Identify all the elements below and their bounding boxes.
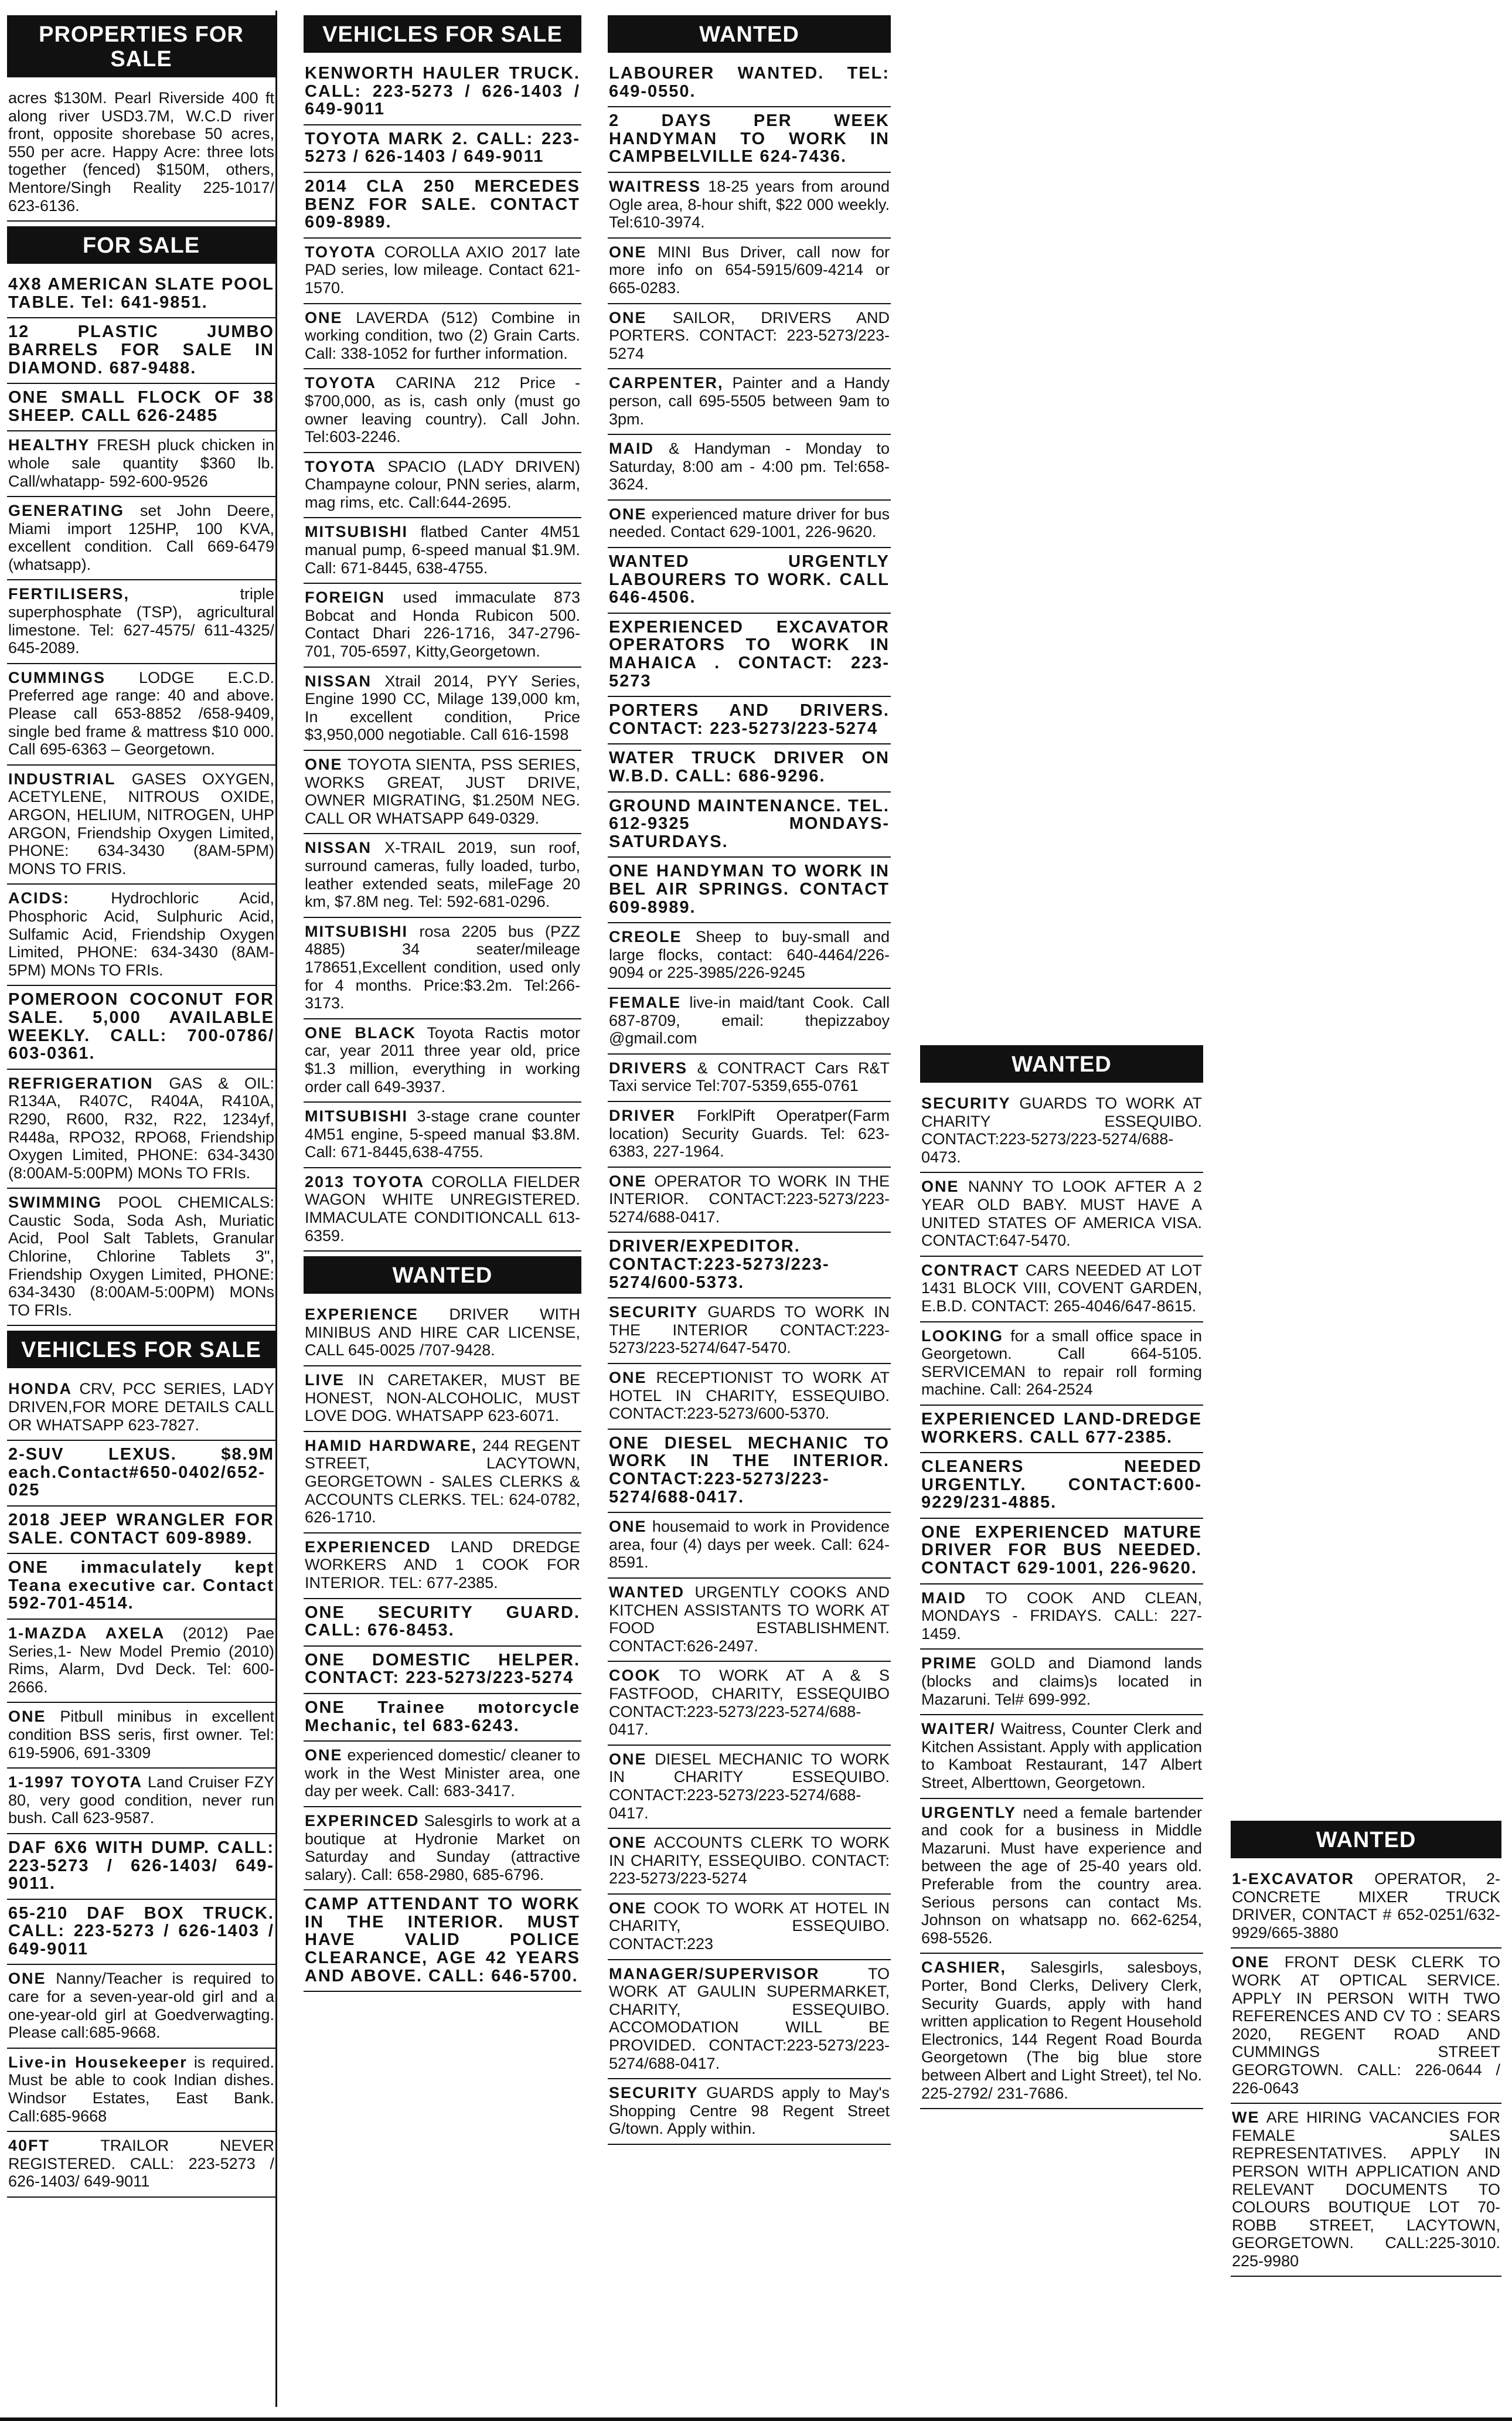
ad-lead: LIVE: [305, 1371, 345, 1389]
classified-ad: [7, 2132, 275, 2198]
classified-ad: [920, 1322, 1203, 1406]
classified-ad: [608, 744, 891, 792]
ad-body: & Handyman - Monday to Saturday, 8:00 am - 4:00 pm. Tel:658-3624.: [609, 440, 890, 494]
ad-lead: URGENTLY: [921, 1803, 1017, 1821]
ad-body: LAVERDA (512) Combine in working condition, two (2) Grain Carts. Call: 338-1052 for further information.: [305, 308, 580, 362]
ad-body: SAILOR, DRIVERS AND PORTERS. CONTACT: 223-5273/223-5274: [609, 308, 890, 362]
ad-lead: ONE SMALL FLOCK OF 38 SHEEP. CALL 626-2485: [8, 388, 274, 425]
ad-body: Salesgirls to work at a boutique at Hydronie Market on Saturday and Sunday (attractive salary). Call: 658-2980, 685-6796.: [305, 1811, 580, 1883]
ad-lead: EXPERIENCE: [305, 1305, 419, 1324]
ad-lead: 4X8 AMERICAN SLATE POOL TABLE. Tel: 641-9851.: [8, 275, 274, 312]
column-2: [304, 11, 581, 2407]
column-4: [920, 1041, 1203, 2407]
ad-lead: WATER TRUCK DRIVER ON W.B.D. CALL: 686-9296.: [609, 749, 890, 786]
classified-ad: [304, 1742, 581, 1807]
ad-lead: ONE: [305, 1746, 343, 1764]
ad-lead: ONE SECURITY GUARD. CALL: 676-8453.: [305, 1603, 580, 1640]
ad-lead: SWIMMING: [8, 1194, 102, 1212]
ad-lead: 65-210 DAF BOX TRUCK. CALL: 223-5273 / 626-1403 / 649-9011: [8, 1903, 274, 1958]
ad-lead: MITSUBISHI: [305, 922, 408, 940]
classified-ad: [608, 107, 891, 173]
classified-ad: [608, 697, 891, 744]
ad-lead: CLEANERS NEEDED URGENTLY. CONTACT:600-9229/231-4885.: [921, 1457, 1202, 1512]
classified-ad: [304, 1647, 581, 1694]
ad-body: housemaid to work in Providence area, four (4) days per week. Call: 624-8591.: [609, 1518, 890, 1572]
ad-body: GUARDS TO WORK AT CHARITY ESSEQUIBO. CONTACT:223-5273/223-5274/688-0473.: [921, 1094, 1202, 1166]
ad-body: 3-stage crane counter 4M51 engine, 5-speed manual $3.8M. Call: 671-8445,638-4755.: [305, 1107, 580, 1161]
ad-body: GUARDS TO WORK IN THE INTERIOR CONTACT:223-5273/223-5274/647-5470.: [609, 1303, 890, 1357]
classified-ad: [7, 1769, 275, 1834]
ad-body: used immaculate 873 Bobcat and Honda Rubicon 500. Contact Dhari 226-1716, 347-2796-701, 705-6597, Kitty,Georgetown.: [305, 589, 580, 661]
classified-ad: [920, 1090, 1203, 1173]
ad-body: GOLD and Diamond lands (blocks and claims)s located in Mazaruni. Tel# 699-992.: [921, 1654, 1202, 1708]
classified-ad: [304, 125, 581, 173]
ad-lead: WE: [1232, 2109, 1260, 2127]
classified-ad: [7, 664, 275, 766]
ad-body: 244 REGENT STREET, LACYTOWN, GEORGETOWN - SALES CLERKS & ACCOUNTS CLERKS. TEL: 624-0782, 626-1710.: [305, 1436, 580, 1526]
ad-body: IN CARETAKER, MUST BE HONEST, NON-ALCOHOLIC, MUST LOVE DOG. WHATSAPP 623-6071.: [305, 1371, 580, 1425]
classified-ad: [304, 1019, 581, 1103]
ad-body: Xtrail 2014, PYY Series, Engine 1990 CC, Milage 139,000 km, In excellent condition, Price $3,950,000 negotiable. Call 616-1598: [305, 672, 580, 744]
ad-lead: MANAGER/SUPERVISOR: [609, 1964, 820, 1983]
classified-ad: [7, 766, 275, 885]
classified-ad: [7, 1703, 275, 1769]
column-3: [608, 11, 891, 2407]
ad-lead: WANTED: [609, 1583, 685, 1601]
ad-body: Nanny/Teacher is required to care for a seven-year-old girl and a one-year-old girl at Goedverwagting. Please call:685-9668.: [8, 1970, 274, 2042]
ad-body: need a female bartender and cook for a business in Middle Mazaruni. Must have experience and between the age of 25-40 years old. Preferable from the country area. Serious persons can contact Ms. Johnson on whatsapp no. 662-6254, 698-5526.: [921, 1803, 1202, 1947]
ad-lead: ONE: [305, 756, 343, 773]
ad-lead: WAITRESS: [609, 177, 701, 195]
classified-ad: [608, 304, 891, 370]
classified-ad: [304, 834, 581, 917]
classified-ad: [608, 1364, 891, 1430]
ad-lead: DRIVER: [609, 1106, 676, 1124]
ad-lead: ONE DOMESTIC HELPER. CONTACT: 223-5273/223-5274: [305, 1650, 580, 1688]
classified-ad: [920, 1715, 1203, 1798]
classified-ad: [608, 1055, 891, 1102]
ad-lead: TOYOTA: [305, 243, 377, 261]
ad-lead: ONE: [609, 1899, 647, 1917]
ad-lead: CONTRACT: [921, 1261, 1020, 1279]
ad-lead: 2014 CLA 250 MERCEDES BENZ FOR SALE. CONTACT 609-8989.: [305, 176, 580, 232]
ad-lead: LOOKING: [921, 1327, 1003, 1345]
ad-lead: ONE: [609, 1518, 647, 1536]
ad-body: NANNY TO LOOK AFTER A 2 YEAR OLD BABY. MUST HAVE A UNITED STATES OF AMERICA VISA. CONTACT:647-5470.: [921, 1178, 1202, 1250]
classified-ad: [608, 1298, 891, 1364]
classified-ad: [608, 1579, 891, 1662]
ad-lead: ONE: [609, 1369, 647, 1387]
ad-body: TOYOTA SIENTA, PSS SERIES, WORKS GREAT, JUST DRIVE, OWNER MIGRATING, $1.250M NEG. CALL OR WHATSAPP 649-0329.: [305, 756, 581, 827]
ad-body: GASES OXYGEN, ACETYLENE, NITROUS OXIDE, ARGON, HELIUM, NITROGEN, UHP ARGON, Friendship Oxygen Limited, PHONE: 634-3430 (8AM-5PM) MONS TO FRIS.: [8, 770, 274, 878]
classified-ad: [304, 369, 581, 453]
classified-ad: [304, 453, 581, 519]
ad-lead: 1-EXCAVATOR: [1232, 1870, 1355, 1888]
ad-lead: EXPERIENCED EXCAVATOR OPERATORS TO WORK IN MAHAICA . CONTACT: 223-5273: [609, 617, 890, 691]
classified-ad: [7, 986, 275, 1069]
ad-lead: SECURITY: [609, 1303, 699, 1321]
ad-body: POOL CHEMICALS: Caustic Soda, Soda Ash, Muriatic Acid, Pool Salt Tablets, Granular Chlorine, Chlorine Tablets 3", Friendship Oxygen Limited, PHONE: 634-3430 (8:00AM-5:00PM) MONs TO FRIs.: [8, 1194, 274, 1319]
classified-ad: [7, 1900, 275, 1966]
ad-lead: LABOURER WANTED. TEL: 649-0550.: [609, 64, 890, 101]
ad-body: Hydrochloric Acid, Phosphoric Acid, Sulphuric Acid, Sulfamic Acid, Friendship Oxygen Limited, PHONE: 634-3430 (8AM-5PM) MONs TO FRIs.: [8, 889, 274, 979]
classified-ad: [304, 1599, 581, 1647]
section-header: WANTED: [920, 1045, 1203, 1083]
ad-lead: 2018 JEEP WRANGLER FOR SALE. CONTACT 609-8989.: [8, 1511, 274, 1548]
ad-lead: TOYOTA MARK 2. CALL: 223-5273 / 626-1403 / 649-9011: [305, 129, 580, 166]
classified-ad: [304, 173, 581, 239]
classified-ad: [920, 1406, 1203, 1453]
classified-ad: [920, 1799, 1203, 1954]
ad-body: Sheep to buy-small and large flocks, contact: 640-4464/226-9094 or 225-3985/226-9245: [609, 928, 890, 982]
ad-lead: MITSUBISHI: [305, 1107, 408, 1126]
classified-ad: [608, 173, 891, 239]
ad-body: TO WORK AT A & S FASTFOOD, CHARITY, ESSEQUIBO CONTACT:223-5273/223-5274/688-0417.: [609, 1667, 890, 1739]
ad-lead: FEMALE: [609, 993, 681, 1011]
classified-ad: [7, 1507, 275, 1554]
classified-ad: [7, 580, 275, 664]
ad-body: live-in maid/tant Cook. Call 687-8709, email: thepizzaboy @gmail.com: [609, 993, 890, 1048]
classified-ad: [7, 84, 275, 222]
ad-body: experienced mature driver for bus needed. Contact 629-1001, 226-9620.: [609, 505, 890, 541]
ad-lead: EXPERIENCED LAND-DREDGE WORKERS. CALL 677-2385.: [921, 1409, 1202, 1447]
ad-lead: Live-in Housekeeper: [8, 2053, 188, 2071]
classified-ad: [608, 1895, 891, 1960]
classified-ad: [7, 1189, 275, 1326]
classified-ad: [304, 1533, 581, 1599]
ad-body: DRIVER WITH MINIBUS AND HIRE CAR LICENSE, CALL 645-0025 /707-9428.: [305, 1305, 580, 1359]
classified-ad: [608, 1233, 891, 1298]
classified-ad: [920, 1519, 1203, 1584]
ad-lead: MITSUBISHI: [305, 523, 408, 541]
classified-ad: [7, 2049, 275, 2132]
classified-ad: [304, 1168, 581, 1252]
classified-ad: [7, 1070, 275, 1189]
classified-ad: [920, 1584, 1203, 1650]
ad-lead: 2 DAYS PER WEEK HANDYMAN TO WORK IN CAMPBELVILLE 624-7436.: [609, 111, 890, 166]
ad-body: Toyota Ractis motor car, year 2011 three year old, price $1.3 million, everything in working order call 649-3937.: [305, 1024, 581, 1096]
ad-body: & CONTRACT Cars R&T Taxi service Tel:707-5359,655-0761: [609, 1059, 890, 1095]
classified-ad: [304, 1432, 581, 1533]
classified-ad: [608, 2079, 891, 2145]
ad-body: Salesgirls, salesboys, Porter, Bond Clerks, Delivery Clerk, Security Guards, apply with hand written application to Regent Household Electronics, 144 Regent Road Bourda Georgetown (The big blue store between Albert and Light Street), tel No. 225-2792/ 231-7686.: [921, 1958, 1202, 2102]
classified-ad: [304, 751, 581, 834]
ad-body: Painter and a Handy person, call 695-5505 between 9am to 3pm.: [609, 374, 890, 428]
classified-ad: [7, 318, 275, 384]
ad-body: GAS & OIL: R134A, R407C, R404A, R410A, R290, R600, R32, R22, 1234yf, R448a, RPO32, RPO68, Friendship Oxygen Limited, PHONE: 634-3430 (8:00AM-5:00PM) MONs TO FRIs.: [8, 1074, 274, 1182]
section-header: VEHICLES FOR SALE: [7, 1331, 275, 1368]
classified-ad: [7, 497, 275, 580]
ad-lead: CREOLE: [609, 928, 682, 946]
ad-lead: WANTED URGENTLY LABOURERS TO WORK. CALL 646-4506.: [609, 552, 890, 607]
ad-body: COOK TO WORK AT HOTEL IN CHARITY, ESSEQUIBO. CONTACT:223: [609, 1899, 890, 1953]
classified-ad: [608, 239, 891, 304]
ad-body: MINI Bus Driver, call now for more info on 654-5915/609-4214 or 665-0283.: [609, 243, 890, 297]
classified-ad: [1231, 2104, 1501, 2277]
column-1: [7, 11, 277, 2407]
classified-ad: [608, 1960, 891, 2080]
classified-ad: [304, 1301, 581, 1366]
ad-lead: CARPENTER,: [609, 374, 724, 392]
ad-body: FRESH pluck chicken in whole sale quantity $360 lb. Call/whatapp- 592-600-9526: [8, 436, 274, 490]
ad-body: TO COOK AND CLEAN, MONDAYS - FRIDAYS. CALL: 227-1459.: [921, 1589, 1202, 1643]
ad-lead: TOYOTA: [305, 374, 377, 392]
classified-ad: [608, 989, 891, 1055]
ad-body: RECEPTIONIST TO WORK AT HOTEL IN CHARITY, ESSEQUIBO. CONTACT:223-5273/600-5370.: [609, 1369, 890, 1423]
ad-lead: ONE: [609, 308, 647, 327]
ad-lead: ONE: [609, 1750, 647, 1768]
classified-ad: [1231, 1865, 1501, 1949]
ad-body: CARS NEEDED AT LOT 1431 BLOCK VIII, COVENT GARDEN, E.B.D. CONTACT: 265-4046/647-8615.: [921, 1261, 1202, 1315]
section-header: VEHICLES FOR SALE: [304, 15, 581, 53]
ad-lead: 1-1997 TOYOTA: [8, 1773, 143, 1791]
ad-lead: PORTERS AND DRIVERS. CONTACT: 223-5273/223-5274: [609, 701, 890, 738]
ad-lead: CAMP ATTENDANT TO WORK IN THE INTERIOR. MUST HAVE VALID POLICE CLEARANCE, AGE 42 YEARS AND ABOVE. CALL: 646-5700.: [305, 1895, 580, 1985]
classified-ad: [304, 668, 581, 751]
page-bottom-rule: [0, 2417, 1512, 2421]
classified-ad: [304, 518, 581, 584]
ad-lead: EXPERIENCED: [305, 1538, 431, 1556]
classified-ad: [608, 858, 891, 923]
section-header: PROPERTIES FOR SALE: [7, 15, 275, 77]
classified-ad: [7, 885, 275, 986]
ad-lead: KENWORTH HAULER TRUCK. CALL: 223-5273 / 626-1403 / 649-9011: [305, 64, 580, 119]
classified-ad: [304, 1103, 581, 1168]
ad-body: URGENTLY COOKS AND KITCHEN ASSISTANTS TO WORK AT FOOD ESTABLISHMENT. CONTACT:626-2497.: [609, 1583, 890, 1655]
ad-lead: ONE: [609, 1834, 647, 1852]
ad-body: ForklPift Operatper(Farm location) Security Guards. Tel: 623-6383, 227-1964.: [609, 1106, 890, 1161]
classified-ad: [304, 304, 581, 370]
ad-lead: INDUSTRIAL: [8, 770, 116, 788]
ad-lead: ACIDS:: [8, 889, 70, 907]
ad-lead: HAMID HARDWARE,: [305, 1436, 478, 1454]
ad-lead: ONE BLACK: [305, 1024, 416, 1042]
ad-lead: HONDA: [8, 1380, 72, 1398]
classified-ad: [920, 1257, 1203, 1322]
classified-ad: [304, 239, 581, 304]
ad-lead: 12 PLASTIC JUMBO BARRELS FOR SALE IN DIAMOND. 687-9488.: [8, 322, 274, 378]
classified-ad: [608, 548, 891, 614]
ad-body: SPACIO (LADY DRIVEN) Champayne colour, PNN series, alarm, mag rims, etc. Call:644-2695.: [305, 457, 580, 511]
classified-ad: [608, 1662, 891, 1745]
ad-lead: MAID: [921, 1589, 966, 1607]
ad-lead: ONE: [8, 1970, 46, 1988]
ad-lead: MAID: [609, 440, 654, 458]
ad-lead: CUMMINGS: [8, 668, 105, 686]
ad-body: COROLLA AXIO 2017 late PAD series, low mileage. Contact 621-1570.: [305, 243, 580, 297]
ad-lead: GROUND MAINTENANCE. TEL. 612-9325 MONDAYS-SATURDAYS.: [609, 796, 890, 851]
ad-lead: ONE: [8, 1708, 46, 1726]
classified-ad: [7, 1965, 275, 2048]
ad-lead: FERTILISERS,: [8, 585, 130, 603]
classified-ad: [608, 614, 891, 697]
ad-lead: CASHIER,: [921, 1958, 1007, 1977]
classified-ad: [920, 1650, 1203, 1715]
classified-ad: [304, 1694, 581, 1742]
classified-ad: [1231, 1949, 1501, 2104]
classified-ad: [304, 60, 581, 125]
classified-ad: [608, 1513, 891, 1579]
ad-body: experienced domestic/ cleaner to work in the West Minister area, one day per week. Call: 683-3417.: [305, 1746, 580, 1800]
ad-body: rosa 2205 bus (PZZ 4885) 34 seater/mileage 178651,Excellent condition, used only for 4 months. Price:$3.2m. Tel:266-3173.: [305, 922, 580, 1012]
ad-body: LODGE E.C.D. Preferred age range: 40 and above. Please call 653-8852 /658-9409, single bed frame & mattress $10 000. Call 695-6363 – Georgetown.: [8, 668, 274, 759]
section-header: WANTED: [608, 15, 891, 53]
classified-ad: [608, 793, 891, 858]
classified-ad: [608, 1168, 891, 1233]
classified-ad: [304, 918, 581, 1019]
classified-ad: [608, 1430, 891, 1513]
section-header: WANTED: [1231, 1821, 1501, 1858]
ad-lead: ONE EXPERIENCED MATURE DRIVER FOR BUS NEEDED. CONTACT 629-1001, 226-9620.: [921, 1522, 1202, 1578]
ad-body: FRONT DESK CLERK TO WORK AT OPTICAL SERVICE. APPLY IN PERSON WITH TWO REFERENCES AND CV TO : SEARS 2020, REGENT ROAD AND CUMMINGS STREET GEORGTOWN. CALL: 226-0644 / 226-0643: [1232, 1953, 1500, 2097]
ad-body: Pitbull minibus in excellent condition BSS seris, first owner. Tel: 619-5906, 691-3309: [8, 1708, 274, 1762]
classified-ad: [304, 1890, 581, 1992]
classified-ad: [920, 1453, 1203, 1519]
classified-ad: [7, 1620, 275, 1703]
section-header: FOR SALE: [7, 226, 275, 264]
classified-ad: [608, 1746, 891, 1829]
ad-body: set John Deere, Miami import 125HP, 100 KVA, excellent condition. Call 669-6479 (whatsapp).: [8, 502, 274, 573]
ad-lead: NISSAN: [305, 839, 372, 857]
ad-lead: SECURITY: [609, 2084, 699, 2102]
ad-lead: 1-MAZDA AXELA: [8, 1624, 165, 1642]
column-5: [1231, 1816, 1501, 2407]
ad-lead: SECURITY: [921, 1094, 1011, 1112]
ad-lead: ONE immaculately kept Teana executive car. Contact 592-701-4514.: [8, 1558, 274, 1613]
ad-lead: ONE: [609, 243, 647, 261]
ad-lead: ONE: [1232, 1953, 1270, 1971]
ad-body: ACCOUNTS CLERK TO WORK IN CHARITY, ESSEQUIBO. CONTACT: 223-5273/223-5274: [609, 1834, 890, 1888]
ad-lead: ONE: [305, 308, 343, 327]
classified-ad: [7, 1554, 275, 1620]
ad-body: COROLLA FIELDER WAGON WHITE UNREGISTERED. IMMACULATE CONDITIONCALL 613-6359.: [305, 1172, 580, 1244]
ad-lead: ONE: [609, 505, 647, 523]
classified-ad: [608, 501, 891, 548]
classified-ad: [608, 435, 891, 501]
ad-body: for a small office space in Georgetown. Call 664-5105. SERVICEMAN to repair roll forming machine. Call: 264-2524: [921, 1327, 1202, 1399]
classified-ad: [7, 431, 275, 497]
classified-ad: [608, 369, 891, 435]
ad-lead: TOYOTA: [305, 457, 377, 475]
ad-body: acres $130M. Pearl Riverside 400 ft along river USD3.7M, W.C.D river front, opposite shorebase 50 acres, 550 per acre. Happy Acre: three lots together (fenced) $150M, others, Mentore/Singh Reality 225-1017/ 623-6136.: [8, 89, 274, 215]
ad-lead: ONE DIESEL MECHANIC TO WORK IN THE INTERIOR. CONTACT:223-5273/223-5274/688-0417.: [609, 1433, 890, 1507]
ad-lead: NISSAN: [305, 672, 372, 690]
ad-body: triple superphosphate (TSP), agricultural limestone. Tel: 627-4575/ 611-4325/ 645-2089.: [8, 585, 274, 657]
ad-lead: ONE: [921, 1178, 959, 1196]
ad-lead: EXPERINCED: [305, 1811, 420, 1830]
classified-ad: [304, 1366, 581, 1432]
ad-lead: DAF 6X6 WITH DUMP. CALL: 223-5273 / 626-1403/ 649-9011.: [8, 1838, 274, 1893]
classified-ad: [7, 384, 275, 431]
ad-lead: ONE HANDYMAN TO WORK IN BEL AIR SPRINGS. CONTACT 609-8989.: [609, 862, 890, 917]
ad-lead: DRIVER/EXPEDITOR. CONTACT:223-5273/223-5274/600-5373.: [609, 1237, 830, 1292]
ad-body: (2012) Pae Series,1- New Model Premio (2010) Rims, Alarm, Dvd Deck. Tel: 600-2666.: [8, 1624, 274, 1696]
classified-ad: [608, 1829, 891, 1895]
classified-ad: [304, 1807, 581, 1890]
ad-lead: 2-SUV LEXUS. $8.9M each.Contact#650-0402/652-025: [8, 1445, 274, 1500]
ad-body: DIESEL MECHANIC TO WORK IN CHARITY ESSEQUIBO. CONTACT:223-5273/223-5274/688-0417.: [609, 1750, 890, 1822]
ad-body: Land Cruiser FZY 80, very good condition, never run bush. Call 623-9587.: [8, 1773, 275, 1827]
ad-body: X-TRAIL 2019, sun roof, surround cameras, fully loaded, turbo, leather extended seats, mileFage 20 km, $7.8M neg. Tel: 592-681-0296.: [305, 839, 580, 911]
classified-ad: [7, 1834, 275, 1900]
classified-ad: [7, 271, 275, 318]
classified-ad: [304, 584, 581, 667]
ad-lead: 2013 TOYOTA: [305, 1172, 425, 1191]
ad-lead: FOREIGN: [305, 589, 386, 607]
ad-body: flatbed Canter 4M51 manual pump, 6-speed manual $1.9M. Call: 671-8445, 638-4755.: [305, 523, 580, 577]
ad-body: LAND DREDGE WORKERS AND 1 COOK FOR INTERIOR. TEL: 677-2385.: [305, 1538, 580, 1592]
classified-ad: [608, 60, 891, 107]
ad-lead: HEALTHY: [8, 436, 90, 454]
classified-ad: [7, 1375, 275, 1441]
ad-body: OPERATOR TO WORK IN THE INTERIOR. CONTACT:223-5273/223-5274/688-0417.: [609, 1172, 890, 1226]
ad-body: GUARDS apply to May's Shopping Centre 98 Regent Street G/town. Apply within.: [609, 2084, 890, 2138]
ad-lead: WAITER/: [921, 1720, 996, 1738]
ad-body: OPERATOR, 2- CONCRETE MIXER TRUCK DRIVER, CONTACT # 652-0251/632-9929/665-3880: [1232, 1870, 1500, 1941]
ad-lead: GENERATING: [8, 502, 125, 520]
ad-body: ARE HIRING VACANCIES FOR FEMALE SALES REPRESENTATIVES. APPLY IN PERSON WITH APPLICATION AND RELEVANT DOCUMENTS TO COLOURS BOUTIQUE LOT 70-ROBB STREET, LACYTOWN, GEORGETOWN. CALL:225-3010. 225-9980: [1232, 2109, 1500, 2270]
classified-ad: [7, 1441, 275, 1507]
ad-lead: POMEROON COCONUT FOR SALE. 5,000 AVAILABLE WEEKLY. CALL: 700-0786/ 603-0361.: [8, 990, 274, 1063]
ad-lead: ONE: [609, 1172, 647, 1190]
classified-ad: [608, 923, 891, 989]
ad-lead: DRIVERS: [609, 1059, 688, 1077]
classified-ad: [920, 1954, 1203, 2109]
classified-ad: [608, 1102, 891, 1168]
ad-body: CARINA 212 Price - $700,000, as is, cash only (must go owner leaving country). Call John. Tel:603-2246.: [305, 374, 580, 446]
ad-body: TRAILOR NEVER REGISTERED. CALL: 223-5273 / 626-1403/ 649-9011: [8, 2137, 274, 2191]
ad-body: Waitress, Counter Clerk and Kitchen Assistant. Apply with application to Kamboat Restaurant, 147 Albert Street, Alberttown, Georgetown.: [921, 1720, 1202, 1791]
ad-lead: COOK: [609, 1667, 661, 1685]
ad-lead: PRIME: [921, 1654, 978, 1672]
ad-lead: ONE Trainee motorcycle Mechanic, tel 683-6243.: [305, 1698, 580, 1735]
ad-body: 18-25 years from around Ogle area, 8-hour shift, $22 000 weekly. Tel:610-3974.: [609, 177, 890, 232]
ad-body: CRV, PCC SERIES, LADY DRIVEN,FOR MORE DETAILS CALL OR WHATSAPP 623-7827.: [8, 1380, 274, 1434]
ad-body: is required. Must be able to cook Indian dishes. Windsor Estates, East Bank. Call:685-9668: [8, 2053, 274, 2125]
section-header: WANTED: [304, 1256, 581, 1294]
classified-ad: [920, 1173, 1203, 1256]
ad-lead: 40FT: [8, 2137, 50, 2155]
ad-lead: REFRIGERATION: [8, 1074, 154, 1092]
ad-body: TO WORK AT GAULIN SUPERMARKET, CHARITY, ESSEQUIBO. ACCOMODATION WILL BE PROVIDED. CONTACT:223-5273/223-5274/688-0417.: [609, 1964, 890, 2072]
